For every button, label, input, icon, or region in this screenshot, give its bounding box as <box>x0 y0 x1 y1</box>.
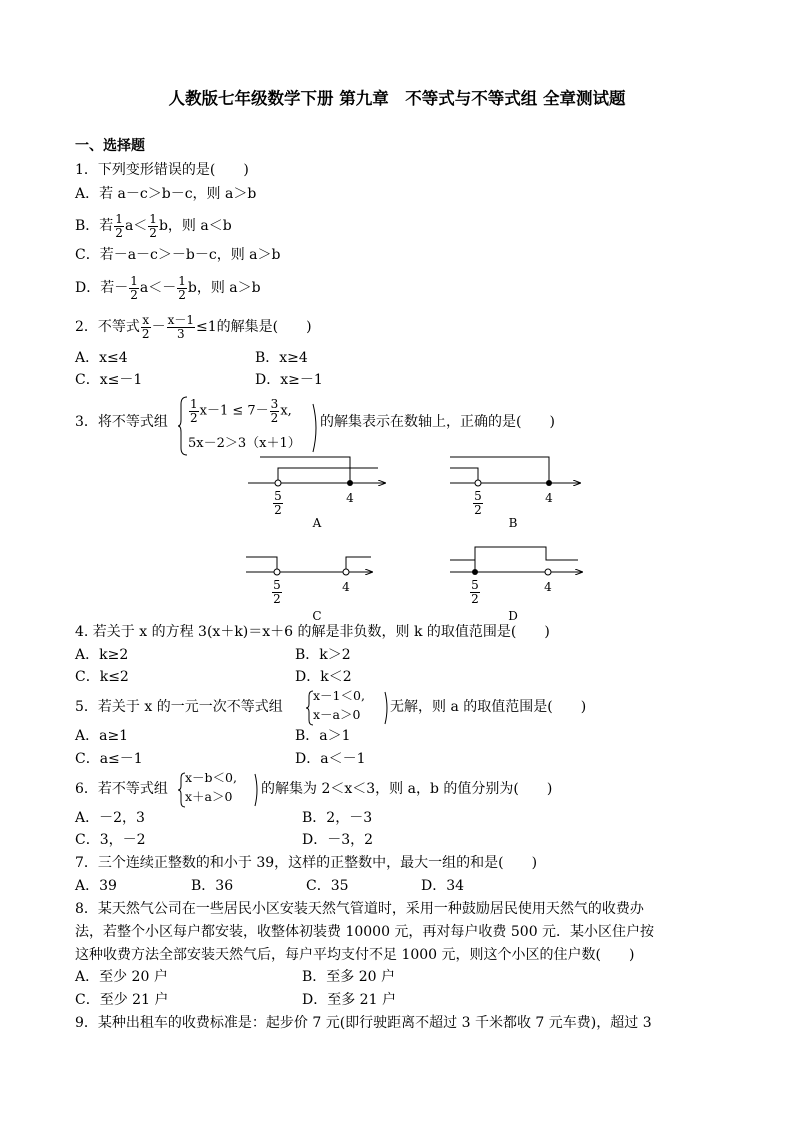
q1-option-a: A．若 a－c＞b－c，则 a＞b <box>75 186 257 202</box>
q5-option-c: C．a≤－1 <box>75 751 143 767</box>
figure-label-d: D <box>508 609 518 623</box>
q8-option-c: C．至少 21 户 <box>75 992 169 1008</box>
tick-label-c1: $\frac{5}{2}$ <box>273 578 281 606</box>
q6-option-d: D．－3，2 <box>302 832 374 848</box>
q6-pre: 6．若不等式组 <box>75 781 168 797</box>
q3-system-row2: 5x－2＞3（x＋1） <box>188 436 301 451</box>
q6-system-row1: x－b＜0, <box>185 770 237 785</box>
fraction: $\frac{x-1}{3}$ <box>167 313 194 341</box>
q1-option-d: D．若－ $\frac{1}{2}$ a＜－ $\frac{1}{2}$ b，则 a＞b <box>75 274 261 302</box>
q2-option-d: D．x≥－1 <box>255 372 323 388</box>
right-paren-icon <box>254 773 260 807</box>
q5-post: 无解，则 a 的取值范围是( ) <box>390 699 587 715</box>
q1-option-c: C．若－a－c＞－b－c，则 a＞b <box>75 247 281 263</box>
q1-stem: 1．下列变形错误的是( ) <box>75 162 249 178</box>
q4-option-d: D．k＜2 <box>295 669 352 685</box>
figure-label-c: C <box>312 609 322 623</box>
q7-option-b: B．36 <box>191 878 234 894</box>
tick-label-c2: 4 <box>342 580 350 594</box>
q1-option-b: B．若 $\frac{1}{2}$ a＜ $\frac{1}{2}$ b，则 a＜b <box>75 212 232 240</box>
q6-system-row2: x＋a＞0 <box>185 789 233 804</box>
tick-label-b1: $\frac{5}{2}$ <box>474 489 482 517</box>
number-line-d <box>450 547 582 575</box>
q4-option-b: B．k＞2 <box>295 647 351 663</box>
q7-option-d: D．34 <box>421 878 465 894</box>
q6-option-b: B．2，－3 <box>302 810 373 826</box>
q6-option-a: A．－2，3 <box>75 810 145 826</box>
q5-option-d: D．a＜－1 <box>295 751 366 767</box>
tick-label-d1: $\frac{5}{2}$ <box>471 578 479 606</box>
tick-label-a1: $\frac{5}{2}$ <box>274 489 282 517</box>
fraction: $\frac{3}{2}$ <box>270 397 279 425</box>
q8-line1: 8．某天然气公司在一些居民小区安装天然气管道时，采用一种鼓励居民使用天然气的收费办 <box>75 901 644 917</box>
number-line-a <box>248 457 385 486</box>
q2-option-a: A．x≤4 <box>75 350 128 366</box>
q3-system-row1: $\frac{1}{2}$ x－1 ≤ 7－ $\frac{3}{2}$ x, <box>190 397 292 425</box>
q2-stem: 2．不等式 $\frac{x}{2}$ － $\frac{x-1}{3}$ ≤1的解集是( ) <box>75 313 312 341</box>
fraction: $\frac{1}{2}$ <box>149 212 157 240</box>
q9-line1: 9．某种出租车的收费标准是：起步价 7 元(即行驶距离不超过 3 千米都收 7 元车费)，超过 3 <box>75 1015 652 1031</box>
fraction: $\frac{1}{2}$ <box>130 274 138 302</box>
tick-label-d2: 4 <box>544 580 552 594</box>
q3-post: 的解集表示在数轴上，正确的是( ) <box>320 414 555 430</box>
q8-line2: 法，若整个小区每户都安装，收整体初装费 10000 元，再对每户收费 500 元．某小区住户按 <box>75 924 655 940</box>
q6-option-c: C．3，－2 <box>75 832 146 848</box>
section-heading: 一、选择题 <box>75 138 145 154</box>
q7-stem: 7．三个连续正整数的和小于 39，这样的正整数中，最大一组的和是( ) <box>75 855 538 871</box>
q5-system-row2: x－a＞0 <box>313 707 361 722</box>
q4-option-c: C．k≤2 <box>75 669 129 685</box>
q4-option-a: A．k≥2 <box>75 647 129 663</box>
tick-label-b2: 4 <box>545 491 553 505</box>
q8-option-a: A．至少 20 户 <box>75 969 168 985</box>
q7-option-c: C．35 <box>306 878 349 894</box>
number-line-b <box>450 457 580 486</box>
tick-label-a2: 4 <box>346 491 354 505</box>
figure-label-b: B <box>508 516 518 530</box>
fraction: $\frac{1}{2}$ <box>115 212 123 240</box>
q5-pre: 5．若关于 x 的一元一次不等式组 <box>75 699 283 715</box>
number-line-c <box>246 557 372 575</box>
page-title: 人教版七年级数学下册 第九章 不等式与不等式组 全章测试题 <box>168 89 626 108</box>
q3-pre: 3．将不等式组 <box>75 414 168 430</box>
figure-label-a: A <box>312 516 322 530</box>
q5-system-row1: x－1＜0, <box>313 688 365 703</box>
q8-option-b: B．至多 20 户 <box>302 969 396 985</box>
q4-stem: 4. 若关于 x 的方程 3(x＋k)＝x＋6 的解是非负数，则 k 的取值范围是( ) <box>75 624 550 640</box>
q7-option-a: A．39 <box>75 878 117 894</box>
q6-post: 的解集为 2＜x＜3，则 a，b 的值分别为( ) <box>261 781 553 797</box>
fraction: $\frac{1}{2}$ <box>178 274 186 302</box>
q5-option-b: B．a＞1 <box>295 728 351 744</box>
q2-option-c: C．x≤－1 <box>75 372 143 388</box>
q2-option-b: B．x≥4 <box>255 350 308 366</box>
fraction: $\frac{x}{2}$ <box>141 313 150 341</box>
q8-option-d: D．至多 21 户 <box>302 992 396 1008</box>
q5-option-a: A．a≥1 <box>75 728 129 744</box>
q8-line3: 这种收费方法全部安装天然气后，每户平均支付不足 1000 元，则这个小区的住户数( ) <box>75 947 635 963</box>
fraction: $\frac{1}{2}$ <box>190 397 198 425</box>
